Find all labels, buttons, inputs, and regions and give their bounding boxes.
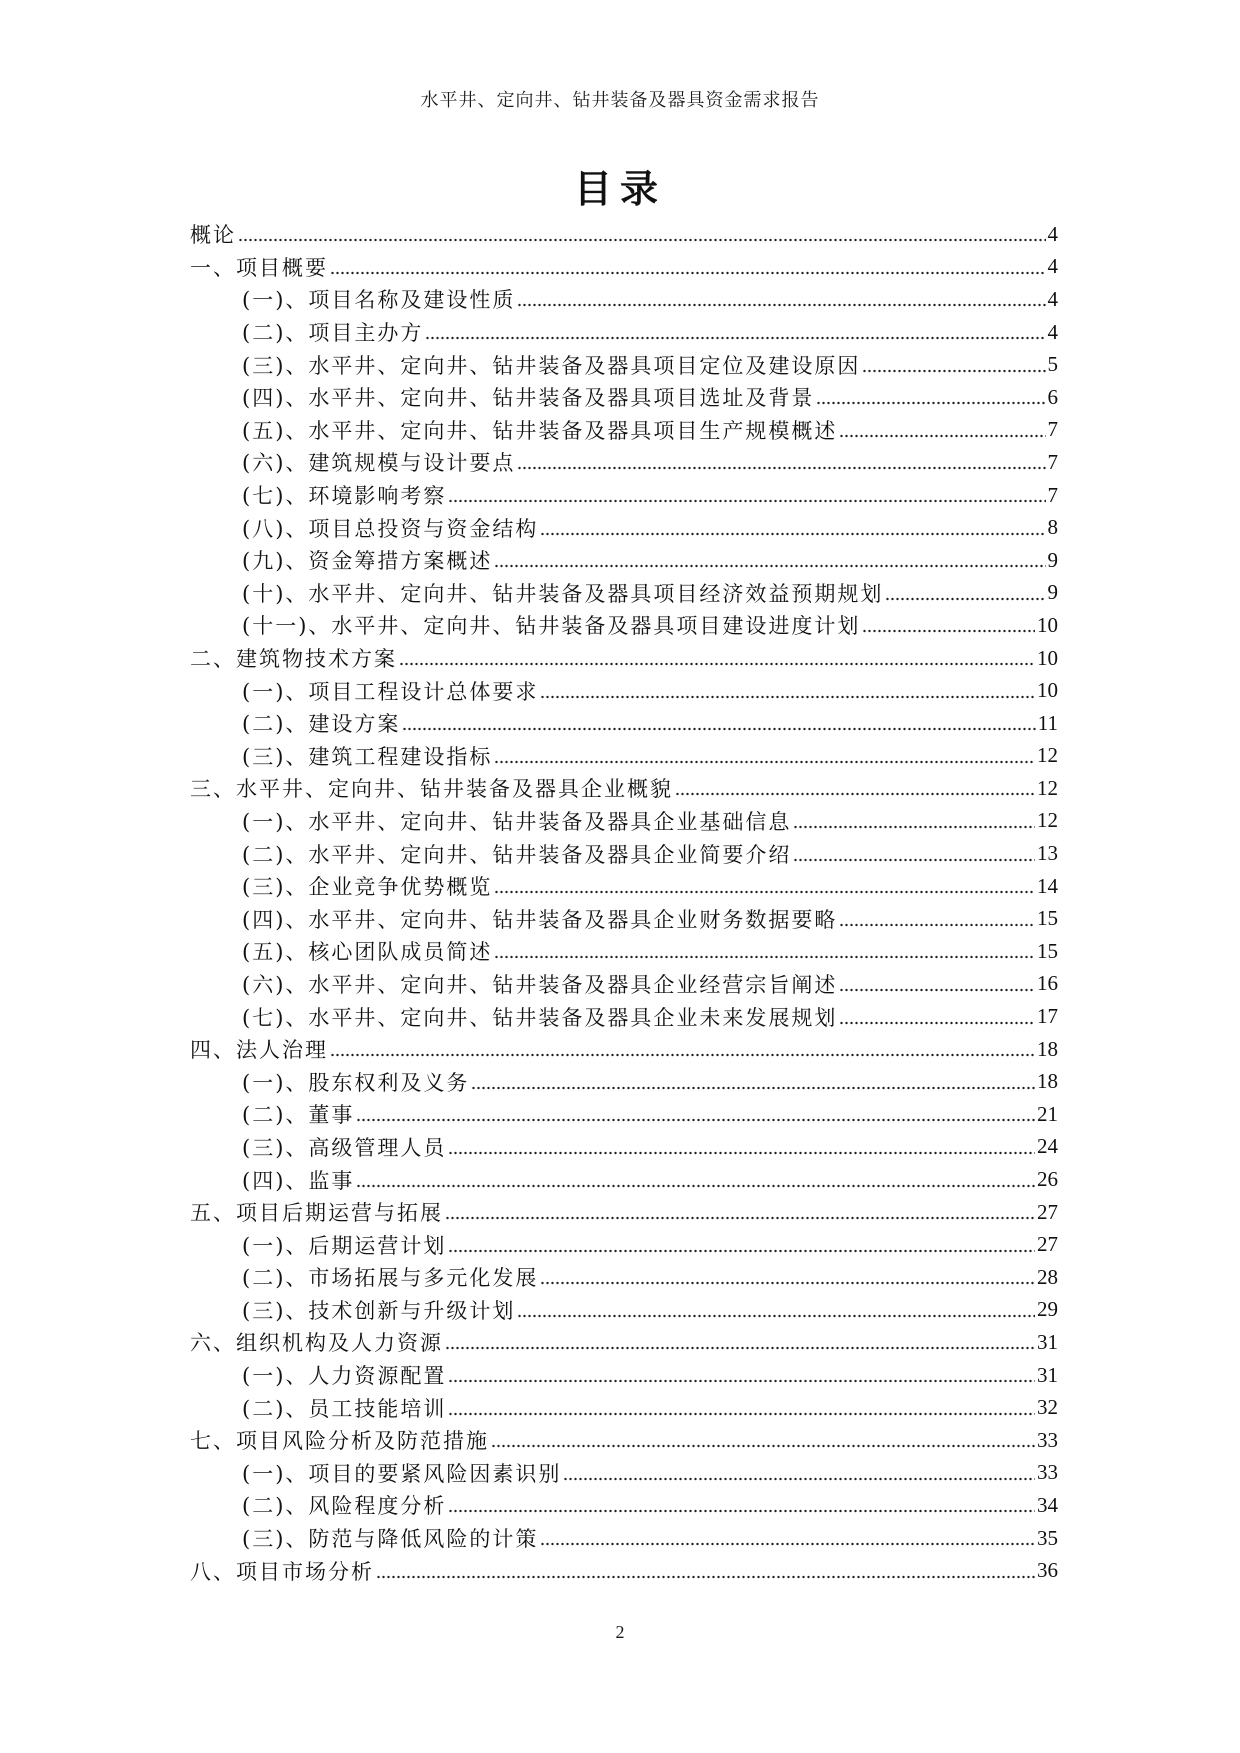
toc-entry-label: (一)、水平井、定向井、钻井装备及器具企业基础信息 xyxy=(242,809,792,834)
toc-dot-leader xyxy=(445,1346,1035,1350)
toc-entry-label: (二)、员工技能培训 xyxy=(242,1396,447,1421)
toc-dot-leader xyxy=(517,303,1045,307)
toc-dot-leader xyxy=(862,629,1035,633)
toc-entry[interactable] xyxy=(190,414,1058,447)
toc-entry[interactable] xyxy=(190,1554,1058,1587)
toc-entry-label: (八)、项目总投资与资金结构 xyxy=(242,516,539,541)
toc-entry[interactable] xyxy=(190,935,1058,968)
toc-entry[interactable] xyxy=(190,1131,1058,1164)
toc-dot-leader xyxy=(839,988,1035,992)
toc-entry[interactable] xyxy=(190,316,1058,349)
toc-entry[interactable] xyxy=(190,1359,1058,1392)
toc-entry-label: 概论 xyxy=(190,223,236,248)
toc-dot-leader xyxy=(448,1151,1035,1155)
toc-entry-page-number: 35 xyxy=(1037,1525,1058,1550)
toc-dot-leader xyxy=(839,1021,1035,1025)
toc-entry[interactable] xyxy=(190,544,1058,577)
toc-dot-leader xyxy=(402,727,1035,731)
toc-dot-leader xyxy=(399,662,1035,666)
toc-dot-leader xyxy=(445,1216,1035,1220)
toc-dot-leader xyxy=(448,1509,1035,1513)
toc-entry[interactable] xyxy=(190,1196,1058,1229)
toc-entry[interactable] xyxy=(190,1261,1058,1294)
toc-entry[interactable] xyxy=(190,1294,1058,1327)
toc-dot-leader xyxy=(540,1281,1035,1285)
toc-entry[interactable] xyxy=(190,511,1058,544)
toc-entry-label: (三)、技术创新与升级计划 xyxy=(242,1298,516,1323)
toc-entry[interactable] xyxy=(190,251,1058,284)
toc-entry-label: (七)、环境影响考察 xyxy=(242,484,447,509)
toc-entry-label: (二)、项目主办方 xyxy=(242,321,424,346)
toc-entry-label: (一)、项目名称及建设性质 xyxy=(242,288,516,313)
toc-entry[interactable] xyxy=(190,707,1058,740)
toc-dot-leader xyxy=(540,695,1035,699)
toc-entry-page-number: 33 xyxy=(1037,1460,1058,1485)
toc-entry-page-number: 31 xyxy=(1037,1329,1058,1354)
toc-dot-leader xyxy=(448,499,1045,503)
toc-entry-label: (三)、防范与降低风险的计策 xyxy=(242,1527,539,1552)
toc-entry-page-number: 11 xyxy=(1037,710,1058,735)
toc-entry-page-number: 10 xyxy=(1037,612,1058,637)
toc-entry[interactable] xyxy=(190,740,1058,773)
toc-dot-leader xyxy=(517,1314,1035,1318)
toc-entry-label: 七、项目风险分析及防范措施 xyxy=(190,1429,489,1454)
toc-entry[interactable] xyxy=(190,348,1058,381)
toc-entry[interactable] xyxy=(190,1522,1058,1555)
toc-entry-page-number: 32 xyxy=(1037,1395,1058,1420)
toc-entry-label: (一)、股东权利及义务 xyxy=(242,1070,470,1095)
toc-entry-page-number: 24 xyxy=(1037,1134,1058,1159)
toc-entry-label: (二)、市场拓展与多元化发展 xyxy=(242,1266,539,1291)
toc-entry-label: (一)、项目工程设计总体要求 xyxy=(242,679,539,704)
toc-dot-leader xyxy=(816,401,1045,405)
table-of-contents xyxy=(190,218,1058,1587)
toc-dot-leader xyxy=(793,858,1035,862)
toc-dot-leader xyxy=(330,1053,1035,1057)
toc-entry-label: (三)、建筑工程建设指标 xyxy=(242,744,493,769)
toc-entry-page-number: 4 xyxy=(1047,254,1058,279)
toc-entry[interactable] xyxy=(190,1326,1058,1359)
toc-entry-page-number: 15 xyxy=(1037,906,1058,931)
toc-entry-page-number: 9 xyxy=(1047,547,1058,572)
toc-dot-leader xyxy=(238,238,1046,242)
toc-entry-label: (二)、风险程度分析 xyxy=(242,1494,447,1519)
toc-entry-label: (三)、高级管理人员 xyxy=(242,1135,447,1160)
toc-entry-label: (七)、水平井、定向井、钻井装备及器具企业未来发展规划 xyxy=(242,1005,838,1030)
toc-entry-page-number: 13 xyxy=(1037,841,1058,866)
toc-entry-label: (六)、建筑规模与设计要点 xyxy=(242,451,516,476)
toc-dot-leader xyxy=(448,1249,1035,1253)
toc-entry[interactable] xyxy=(190,1424,1058,1457)
toc-dot-leader xyxy=(494,955,1035,959)
toc-entry[interactable] xyxy=(190,1033,1058,1066)
toc-entry-page-number: 29 xyxy=(1037,1297,1058,1322)
toc-entry-page-number: 12 xyxy=(1037,808,1058,833)
toc-entry-page-number: 10 xyxy=(1037,645,1058,670)
toc-entry-label: (四)、监事 xyxy=(242,1168,355,1193)
toc-dot-leader xyxy=(494,564,1045,568)
toc-entry-page-number: 14 xyxy=(1037,873,1058,898)
toc-entry[interactable] xyxy=(190,642,1058,675)
toc-dot-leader xyxy=(448,1412,1035,1416)
toc-entry[interactable] xyxy=(190,772,1058,805)
toc-entry-label: (一)、项目的要紧风险因素识别 xyxy=(242,1461,562,1486)
toc-entry-page-number: 15 xyxy=(1037,938,1058,963)
toc-entry-label: (五)、水平井、定向井、钻井装备及器具项目生产规模概述 xyxy=(242,418,838,443)
toc-dot-leader xyxy=(839,923,1035,927)
toc-entry-label: (十一)、水平井、定向井、钻井装备及器具项目建设进度计划 xyxy=(242,614,861,639)
toc-dot-leader xyxy=(517,466,1045,470)
toc-entry-page-number: 28 xyxy=(1037,1264,1058,1289)
toc-dot-leader xyxy=(471,1086,1035,1090)
toc-entry-label: 一、项目概要 xyxy=(190,255,328,280)
toc-entry[interactable] xyxy=(190,1098,1058,1131)
running-header: 水平井、定向井、钻井装备及器具资金需求报告 xyxy=(420,90,820,111)
toc-entry-page-number: 18 xyxy=(1037,1036,1058,1061)
toc-entry-page-number: 4 xyxy=(1047,286,1058,311)
toc-entry[interactable] xyxy=(190,837,1058,870)
toc-entry-label: (四)、水平井、定向井、钻井装备及器具企业财务数据要略 xyxy=(242,907,838,932)
toc-entry-page-number: 9 xyxy=(1047,580,1058,605)
toc-entry-page-number: 34 xyxy=(1037,1492,1058,1517)
toc-dot-leader xyxy=(494,760,1035,764)
toc-entry-page-number: 18 xyxy=(1037,1069,1058,1094)
toc-dot-leader xyxy=(793,825,1035,829)
toc-entry-label: (九)、资金筹措方案概述 xyxy=(242,549,493,574)
toc-entry-label: (三)、企业竞争优势概览 xyxy=(242,875,493,900)
toc-dot-leader xyxy=(540,1542,1035,1546)
toc-entry-label: (二)、建设方案 xyxy=(242,712,401,737)
toc-entry-label: (三)、水平井、定向井、钻井装备及器具项目定位及建设原因 xyxy=(242,353,861,378)
toc-entry-page-number: 31 xyxy=(1037,1362,1058,1387)
toc-entry-label: (二)、水平井、定向井、钻井装备及器具企业简要介绍 xyxy=(242,842,792,867)
toc-dot-leader xyxy=(675,792,1035,796)
toc-entry[interactable] xyxy=(190,283,1058,316)
toc-entry-page-number: 36 xyxy=(1037,1558,1058,1583)
toc-entry-label: 二、建筑物技术方案 xyxy=(190,647,397,672)
toc-dot-leader xyxy=(885,597,1045,601)
toc-entry-page-number: 17 xyxy=(1037,1004,1058,1029)
toc-entry[interactable] xyxy=(190,1000,1058,1033)
toc-dot-leader xyxy=(494,890,1035,894)
toc-entry[interactable] xyxy=(190,218,1058,251)
toc-dot-leader xyxy=(563,1477,1035,1481)
toc-entry-label: 三、水平井、定向井、钻井装备及器具企业概貌 xyxy=(190,777,673,802)
toc-dot-leader xyxy=(356,1184,1035,1188)
toc-entry-label: (四)、水平井、定向井、钻井装备及器具项目选址及背景 xyxy=(242,386,815,411)
toc-entry[interactable] xyxy=(190,1391,1058,1424)
toc-entry-page-number: 7 xyxy=(1047,449,1058,474)
toc-dot-leader xyxy=(540,532,1045,536)
toc-dot-leader xyxy=(448,1379,1035,1383)
toc-entry-page-number: 12 xyxy=(1037,775,1058,800)
toc-entry-label: (十)、水平井、定向井、钻井装备及器具项目经济效益预期规划 xyxy=(242,581,884,606)
toc-title: 目录 xyxy=(573,166,666,211)
toc-entry-page-number: 6 xyxy=(1047,384,1058,409)
toc-entry-page-number: 4 xyxy=(1047,221,1058,246)
toc-entry[interactable] xyxy=(190,870,1058,903)
toc-entry-label: (六)、水平井、定向井、钻井装备及器具企业经营宗旨阐述 xyxy=(242,972,838,997)
toc-entry-page-number: 27 xyxy=(1037,1199,1058,1224)
toc-entry[interactable] xyxy=(190,902,1058,935)
toc-entry[interactable] xyxy=(190,1228,1058,1261)
toc-entry-page-number: 5 xyxy=(1047,352,1058,377)
toc-entry-page-number: 12 xyxy=(1037,743,1058,768)
toc-entry-page-number: 7 xyxy=(1047,482,1058,507)
toc-entry-label: (二)、董事 xyxy=(242,1103,355,1128)
toc-entry[interactable] xyxy=(190,609,1058,642)
toc-dot-leader xyxy=(862,369,1045,373)
toc-entry[interactable] xyxy=(190,805,1058,838)
toc-entry-page-number: 26 xyxy=(1037,1167,1058,1192)
toc-dot-leader xyxy=(491,1444,1035,1448)
toc-entry-page-number: 16 xyxy=(1037,971,1058,996)
page-number: 2 xyxy=(615,1622,625,1642)
toc-entry-page-number: 8 xyxy=(1047,515,1058,540)
toc-entry[interactable] xyxy=(190,674,1058,707)
toc-entry[interactable] xyxy=(190,1457,1058,1490)
toc-entry-label: 六、组织机构及人力资源 xyxy=(190,1331,443,1356)
toc-entry[interactable] xyxy=(190,577,1058,610)
toc-entry-page-number: 7 xyxy=(1047,417,1058,442)
toc-entry[interactable] xyxy=(190,479,1058,512)
toc-entry[interactable] xyxy=(190,1065,1058,1098)
toc-dot-leader xyxy=(839,434,1045,438)
toc-entry-label: (五)、核心团队成员简述 xyxy=(242,940,493,965)
toc-entry-label: (一)、人力资源配置 xyxy=(242,1364,447,1389)
toc-entry-page-number: 33 xyxy=(1037,1427,1058,1452)
toc-entry-label: 八、项目市场分析 xyxy=(190,1559,374,1584)
toc-entry-page-number: 21 xyxy=(1037,1101,1058,1126)
toc-dot-leader xyxy=(330,271,1046,275)
toc-entry-page-number: 10 xyxy=(1037,678,1058,703)
toc-entry[interactable] xyxy=(190,968,1058,1001)
toc-entry-label: (一)、后期运营计划 xyxy=(242,1233,447,1258)
toc-entry-label: 五、项目后期运营与拓展 xyxy=(190,1201,443,1226)
toc-entry[interactable] xyxy=(190,1489,1058,1522)
toc-entry[interactable] xyxy=(190,381,1058,414)
toc-dot-leader xyxy=(376,1575,1035,1579)
toc-entry[interactable] xyxy=(190,446,1058,479)
toc-entry-label: 四、法人治理 xyxy=(190,1038,328,1063)
toc-entry-page-number: 27 xyxy=(1037,1232,1058,1257)
toc-dot-leader xyxy=(425,336,1045,340)
toc-dot-leader xyxy=(356,1118,1035,1122)
toc-entry-page-number: 4 xyxy=(1047,319,1058,344)
toc-entry[interactable] xyxy=(190,1163,1058,1196)
